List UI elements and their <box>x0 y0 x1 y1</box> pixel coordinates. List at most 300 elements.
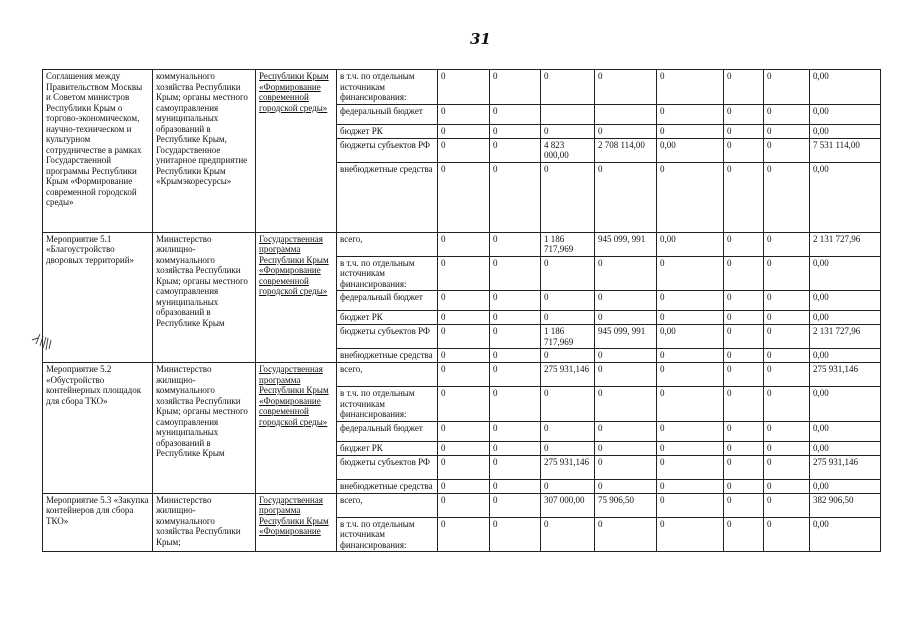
amount-cell <box>595 479 657 493</box>
amount-cell <box>810 124 881 138</box>
amount-value: 0 <box>441 518 446 529</box>
amount-cell <box>810 325 881 349</box>
measure-name-cell <box>43 363 153 494</box>
amount-value: 0 <box>493 233 498 244</box>
amount-cell <box>595 138 657 162</box>
amount-cell <box>595 311 657 325</box>
amount-value: 0,00 <box>813 105 829 116</box>
amount-value: 275 931,146 <box>544 456 589 467</box>
amount-cell <box>724 363 764 387</box>
amount-value: 0 <box>727 480 732 491</box>
amount-value: 0 <box>493 163 498 174</box>
amount-value: 0 <box>544 312 549 322</box>
amount-value: 0 <box>767 518 772 529</box>
amount-cell <box>595 256 657 291</box>
table-row <box>43 70 881 105</box>
amount-value: 0,00 <box>660 139 676 150</box>
amount-value: 0 <box>441 388 446 398</box>
amount-cell <box>595 162 657 232</box>
amount-cell <box>438 441 490 455</box>
funding-source-cell: бюджет РК <box>337 441 438 455</box>
amount-value: 0 <box>727 364 732 374</box>
amount-value: 0 <box>727 350 732 360</box>
amount-cell <box>490 325 541 349</box>
amount-cell <box>595 387 657 422</box>
funding-source-cell: внебюджетные средства <box>337 479 438 493</box>
amount-cell <box>810 421 881 441</box>
executor-cell <box>153 363 256 494</box>
amount-cell <box>595 232 657 256</box>
amount-cell <box>595 421 657 441</box>
amount-cell <box>595 517 657 552</box>
amount-cell <box>764 70 810 105</box>
amount-cell <box>657 104 724 124</box>
amount-value: 0 <box>727 257 732 268</box>
measure-name: Мероприятие 5.3 «Закупка контейнеров для сбора ТКО» <box>46 494 149 526</box>
amount-value: 0 <box>660 350 665 360</box>
amount-cell <box>490 104 541 124</box>
amount-cell <box>490 387 541 422</box>
amount-cell <box>764 104 810 124</box>
amount-cell <box>657 162 724 232</box>
amount-value: 0 <box>493 312 498 322</box>
amount-value: 0 <box>727 494 732 505</box>
amount-cell <box>724 311 764 325</box>
amount-value: 0 <box>441 139 446 150</box>
amount-value: 0,00 <box>813 257 829 268</box>
page-number: 31 <box>470 30 491 48</box>
funding-source-cell: в т.ч. по отдельным источникам финансирования: <box>337 70 438 105</box>
amount-value: 1 186 717,969 <box>544 233 574 254</box>
amount-cell <box>724 479 764 493</box>
amount-cell <box>490 124 541 138</box>
amount-value: 275 931,146 <box>813 456 858 467</box>
measure-name-cell <box>43 232 153 363</box>
amount-value: 0 <box>544 350 549 360</box>
funding-source-cell: федеральный бюджет <box>337 421 438 441</box>
amount-cell <box>724 325 764 349</box>
amount-cell <box>490 421 541 441</box>
amount-cell <box>438 493 490 517</box>
amount-cell <box>810 479 881 493</box>
amount-value: 275 931,146 <box>813 364 858 374</box>
amount-value: 0 <box>660 456 665 467</box>
amount-cell <box>595 124 657 138</box>
executor-cell <box>153 70 256 233</box>
amount-value: 0,00 <box>813 312 829 322</box>
amount-value: 0 <box>441 257 446 268</box>
amount-value: 0 <box>544 388 549 398</box>
amount-value: 0 <box>441 442 446 453</box>
amount-value: 0 <box>493 388 498 398</box>
amount-cell <box>438 325 490 349</box>
amount-cell <box>764 441 810 455</box>
amount-value: 0 <box>767 233 772 244</box>
amount-cell <box>541 138 595 162</box>
amount-cell <box>810 104 881 124</box>
amount-value: 2 131 727,96 <box>813 233 861 244</box>
amount-cell <box>724 421 764 441</box>
amount-value: 7 531 114,00 <box>813 139 860 150</box>
amount-cell <box>724 256 764 291</box>
amount-value: 0 <box>544 442 549 453</box>
amount-cell <box>810 387 881 422</box>
amount-cell <box>657 325 724 349</box>
amount-value: 0 <box>727 518 732 529</box>
amount-cell <box>490 291 541 311</box>
amount-value: 0 <box>598 350 603 360</box>
amount-value: 0 <box>767 139 772 150</box>
amount-value: 0,00 <box>813 71 829 81</box>
amount-cell <box>541 493 595 517</box>
amount-value: 0 <box>767 326 772 336</box>
executor-cell <box>153 493 256 552</box>
amount-value: 0 <box>544 292 549 302</box>
amount-cell <box>764 349 810 363</box>
amount-value: 0 <box>544 71 549 81</box>
amount-value: 382 906,50 <box>813 494 854 505</box>
amount-cell <box>724 441 764 455</box>
program-cell <box>256 232 337 363</box>
amount-value: 0 <box>727 456 732 467</box>
amount-value: 2 131 727,96 <box>813 326 861 336</box>
amount-value: 275 931,146 <box>544 364 589 374</box>
executor-text: Министерство жилищно-коммунального хозяйства Республики Крым; органы местного самоуправления муниципальных образований в Республике Крым <box>156 233 248 328</box>
amount-cell <box>541 455 595 479</box>
amount-cell <box>724 232 764 256</box>
amount-cell <box>595 291 657 311</box>
amount-cell <box>764 493 810 517</box>
amount-cell <box>810 291 881 311</box>
amount-value: 1 186 717,969 <box>544 326 574 347</box>
amount-cell <box>810 232 881 256</box>
funding-source-cell: внебюджетные средства <box>337 162 438 232</box>
amount-cell <box>595 70 657 105</box>
amount-cell <box>764 291 810 311</box>
amount-cell <box>657 232 724 256</box>
amount-value: 0 <box>660 71 665 81</box>
amount-value: 0 <box>767 292 772 302</box>
amount-value: 0 <box>441 292 446 302</box>
amount-value: 0 <box>727 71 732 81</box>
amount-value: 0 <box>598 456 603 467</box>
amount-value: 0 <box>493 364 498 374</box>
amount-cell <box>438 162 490 232</box>
amount-value: 0 <box>660 494 665 505</box>
measure-name: Мероприятие 5.2 «Обустройство контейнерных площадок для сбора ТКО» <box>46 364 142 406</box>
amount-value: 0 <box>727 388 732 398</box>
amount-value: 0 <box>493 257 498 268</box>
program-link: Государственная программа Республики Крым «Формирование <box>259 494 329 536</box>
amount-cell <box>810 349 881 363</box>
amount-cell <box>724 517 764 552</box>
amount-cell <box>541 70 595 105</box>
amount-value: 0 <box>660 292 665 302</box>
program-cell <box>256 493 337 552</box>
amount-value: 0 <box>493 422 498 433</box>
funding-source-cell: всего, <box>337 232 438 256</box>
executor-text: Министерство жилищно-коммунального хозяйства Республики Крым; органы местного самоуправления муниципальных образований в Республике Крым <box>156 364 248 458</box>
amount-cell <box>490 479 541 493</box>
amount-cell <box>724 138 764 162</box>
funding-source-cell: бюджеты субъектов РФ <box>337 325 438 349</box>
amount-value: 0 <box>544 125 549 136</box>
amount-cell <box>490 441 541 455</box>
amount-value: 0 <box>727 312 732 322</box>
amount-value: 0 <box>767 480 772 491</box>
amount-cell <box>724 493 764 517</box>
amount-value: 0 <box>727 422 732 433</box>
funding-source-cell: внебюджетные средства <box>337 349 438 363</box>
amount-value: 0 <box>493 442 498 453</box>
amount-value: 0 <box>727 292 732 302</box>
amount-value: 0 <box>660 163 665 174</box>
amount-cell <box>764 455 810 479</box>
amount-value: 0 <box>767 350 772 360</box>
amount-cell <box>810 455 881 479</box>
funding-source-cell: бюджет РК <box>337 311 438 325</box>
amount-cell <box>810 517 881 552</box>
amount-value: 0 <box>767 312 772 322</box>
amount-cell <box>810 256 881 291</box>
amount-cell <box>438 232 490 256</box>
amount-value: 0 <box>767 422 772 433</box>
amount-value: 0 <box>598 518 603 529</box>
amount-cell <box>764 311 810 325</box>
amount-cell <box>764 421 810 441</box>
amount-value: 0 <box>767 456 772 467</box>
amount-cell <box>438 256 490 291</box>
amount-cell <box>724 70 764 105</box>
amount-cell <box>764 162 810 232</box>
amount-cell <box>490 162 541 232</box>
amount-value: 75 906,50 <box>598 494 634 505</box>
amount-cell <box>438 349 490 363</box>
amount-cell <box>764 517 810 552</box>
amount-cell <box>541 291 595 311</box>
amount-value: 0 <box>767 71 772 81</box>
amount-cell <box>724 104 764 124</box>
amount-value: 0 <box>598 480 603 491</box>
amount-cell <box>724 162 764 232</box>
amount-value: 0 <box>441 480 446 491</box>
amount-cell <box>724 387 764 422</box>
amount-cell <box>764 325 810 349</box>
amount-cell <box>764 138 810 162</box>
amount-value: 0 <box>441 71 446 81</box>
funding-source-cell: в т.ч. по отдельным источникам финансирования: <box>337 387 438 422</box>
amount-cell <box>541 387 595 422</box>
amount-cell <box>595 325 657 349</box>
amount-value: 0,00 <box>660 326 676 336</box>
amount-cell <box>595 493 657 517</box>
program-link: Государственная программа Республики Крым «Формирование современной городской среды» <box>259 364 329 427</box>
funding-source-cell: федеральный бюджет <box>337 104 438 124</box>
amount-cell <box>541 441 595 455</box>
amount-value: 0 <box>598 422 603 433</box>
amount-cell <box>657 455 724 479</box>
amount-value: 0 <box>493 326 498 336</box>
amount-value: 0,00 <box>813 442 829 453</box>
funding-source-cell: в т.ч. по отдельным источникам финансирования: <box>337 517 438 552</box>
amount-cell <box>595 104 657 124</box>
amount-cell <box>438 311 490 325</box>
amount-value: 0 <box>441 422 446 433</box>
amount-cell <box>490 256 541 291</box>
amount-value: 0 <box>727 139 732 150</box>
amount-value: 0 <box>544 480 549 491</box>
amount-value: 0,00 <box>660 233 676 244</box>
amount-cell <box>724 455 764 479</box>
amount-value: 0 <box>598 312 603 322</box>
amount-value: 0,00 <box>813 292 829 302</box>
amount-cell <box>657 256 724 291</box>
amount-value: 0 <box>493 456 498 467</box>
amount-cell <box>438 363 490 387</box>
amount-cell <box>657 311 724 325</box>
amount-cell <box>541 325 595 349</box>
amount-cell <box>810 70 881 105</box>
amount-cell <box>490 517 541 552</box>
amount-cell <box>657 517 724 552</box>
amount-value: 2 708 114,00 <box>598 139 645 150</box>
table-row <box>43 232 881 256</box>
amount-value: 0 <box>660 480 665 491</box>
amount-value: 0 <box>767 364 772 374</box>
amount-cell <box>438 479 490 493</box>
amount-value: 0 <box>598 388 603 398</box>
amount-value: 0 <box>660 518 665 529</box>
amount-value: 0 <box>544 163 549 174</box>
amount-value: 0,00 <box>813 125 829 136</box>
amount-cell <box>764 479 810 493</box>
funding-source-cell: бюджеты субъектов РФ <box>337 455 438 479</box>
amount-cell <box>541 363 595 387</box>
amount-value: 0 <box>441 125 446 136</box>
funding-table <box>42 69 881 552</box>
amount-value: 0 <box>441 312 446 322</box>
amount-value: 0,00 <box>813 518 829 529</box>
amount-value: 0 <box>441 494 446 505</box>
funding-source-cell: бюджеты субъектов РФ <box>337 138 438 162</box>
amount-cell <box>541 421 595 441</box>
program-cell <box>256 70 337 233</box>
amount-cell <box>595 349 657 363</box>
amount-cell <box>657 363 724 387</box>
amount-cell <box>541 104 595 124</box>
amount-value: 0 <box>660 364 665 374</box>
amount-value: 0 <box>493 480 498 491</box>
measure-name: Соглашения между Правительством Москвы и Советом министров Республики Крым о торгово-экономическом, научно-техническом и культурном сотрудничестве в рамках Государственной программы Республики Крым «Формирование современной городской среды» <box>46 71 143 207</box>
amount-cell <box>657 421 724 441</box>
amount-value: 0 <box>727 442 732 453</box>
amount-value: 0 <box>598 125 603 136</box>
amount-value: 0 <box>660 312 665 322</box>
amount-cell <box>438 387 490 422</box>
amount-value: 0 <box>660 257 665 268</box>
amount-cell <box>724 349 764 363</box>
amount-cell <box>490 138 541 162</box>
amount-cell <box>657 387 724 422</box>
amount-cell <box>541 479 595 493</box>
amount-cell <box>810 162 881 232</box>
amount-value: 0 <box>441 456 446 467</box>
funding-source-cell: в т.ч. по отдельным источникам финансирования: <box>337 256 438 291</box>
amount-cell <box>764 363 810 387</box>
amount-cell <box>541 256 595 291</box>
program-link: Государственная программа Республики Крым «Формирование современной городской среды» <box>259 233 329 296</box>
amount-value: 0 <box>660 105 665 116</box>
amount-value: 0 <box>660 422 665 433</box>
amount-cell <box>595 455 657 479</box>
funding-source-cell: федеральный бюджет <box>337 291 438 311</box>
amount-cell <box>657 124 724 138</box>
amount-value: 0 <box>441 350 446 360</box>
amount-value: 0 <box>441 105 446 116</box>
amount-cell <box>541 162 595 232</box>
amount-value: 0 <box>493 139 498 150</box>
amount-value: 0 <box>767 163 772 174</box>
amount-value: 0,00 <box>813 422 829 433</box>
amount-value: 0 <box>767 257 772 268</box>
measure-name-cell <box>43 70 153 233</box>
amount-value: 0,00 <box>813 350 829 360</box>
amount-cell <box>764 124 810 138</box>
amount-value: 0 <box>598 442 603 453</box>
amount-cell <box>657 479 724 493</box>
amount-cell <box>724 124 764 138</box>
amount-cell <box>438 124 490 138</box>
amount-cell <box>490 349 541 363</box>
amount-cell <box>657 138 724 162</box>
amount-cell <box>657 349 724 363</box>
amount-value: 0 <box>493 350 498 360</box>
executor-text: Министерство жилищно-коммунального хозяйства Республики Крым; <box>156 494 241 547</box>
amount-cell <box>438 455 490 479</box>
amount-value: 945 099, 991 <box>598 233 646 244</box>
executor-text: коммунального хозяйства Республики Крым; органы местного самоуправления муниципальных образований в Республике Крым, Государственное унитарное предприятие Республики Крым «Крымэкоресурсы» <box>156 71 248 186</box>
amount-value: 0 <box>727 105 732 116</box>
funding-source-cell: всего, <box>337 493 438 517</box>
amount-cell <box>541 124 595 138</box>
amount-value: 0 <box>441 364 446 374</box>
amount-value: 0 <box>727 163 732 174</box>
amount-value: 4 823 000,00 <box>544 139 569 160</box>
amount-value: 0 <box>660 388 665 398</box>
amount-cell <box>810 441 881 455</box>
funding-source-cell: бюджет РК <box>337 124 438 138</box>
amount-value: 0 <box>544 257 549 268</box>
amount-cell <box>490 232 541 256</box>
amount-value: 0 <box>767 442 772 453</box>
amount-value: 0,00 <box>813 388 829 398</box>
amount-cell <box>657 70 724 105</box>
amount-cell <box>438 291 490 311</box>
amount-cell <box>490 70 541 105</box>
amount-cell <box>490 363 541 387</box>
amount-cell <box>657 441 724 455</box>
measure-name: Мероприятие 5.1 «Благоустройство дворовых территорий» <box>46 233 135 265</box>
amount-value: 0 <box>441 163 446 174</box>
table-row <box>43 493 881 517</box>
amount-cell <box>764 387 810 422</box>
amount-cell <box>595 441 657 455</box>
amount-cell <box>490 311 541 325</box>
measure-name-cell <box>43 493 153 552</box>
amount-cell <box>541 311 595 325</box>
amount-cell <box>438 70 490 105</box>
amount-value: 0,00 <box>813 163 829 174</box>
